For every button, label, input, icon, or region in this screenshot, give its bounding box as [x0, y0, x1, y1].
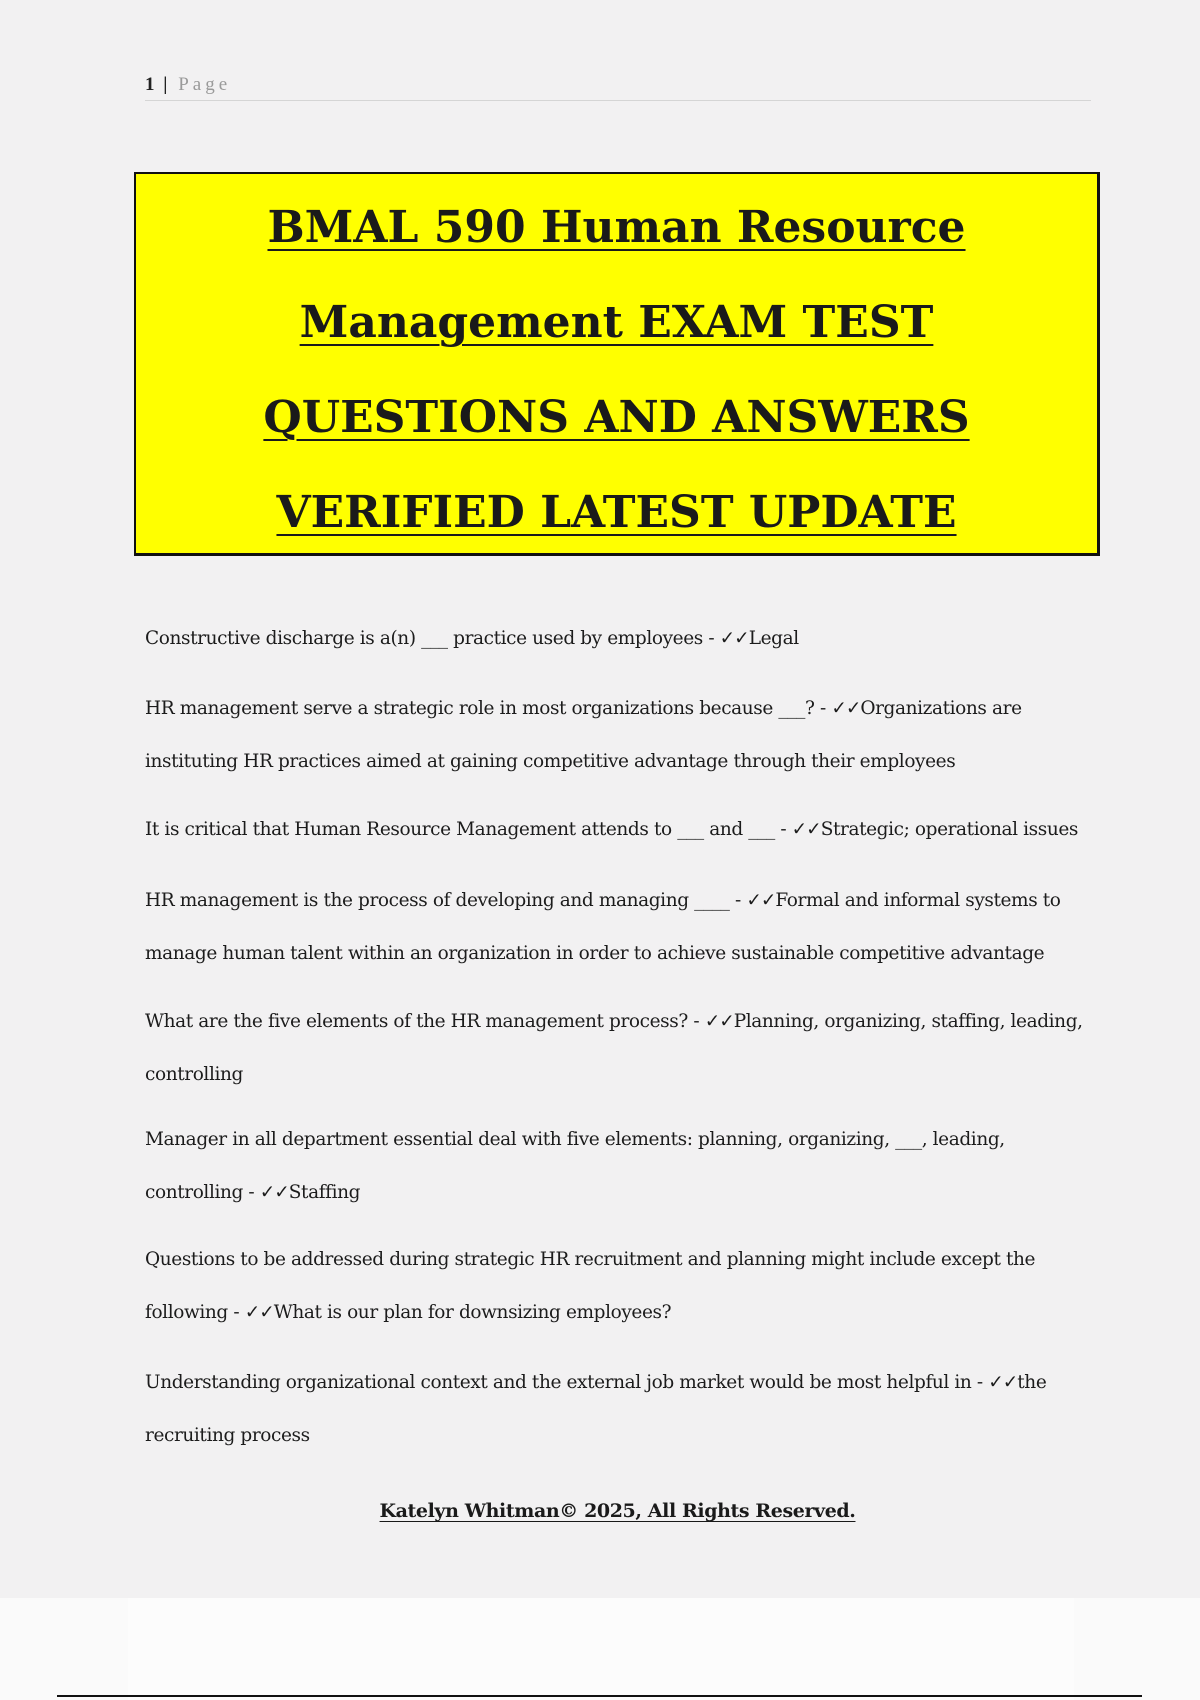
question-text: Understanding organizational context and the external job market would be most helpful in -	[145, 1372, 989, 1393]
answer-text: Organizations are instituting HR practices aimed at gaining competitive advantage through their employees	[145, 698, 1022, 772]
answer-text: Formal and informal systems to manage human talent within an organization in order to achieve sustainable competitive advantage	[145, 890, 1061, 964]
check-icon: ✓✓	[988, 1372, 1018, 1393]
answer-text: Strategic; operational issues	[820, 819, 1078, 840]
title-line-1: BMAL 590 Human Resource	[267, 202, 966, 253]
answer-text: the recruiting process	[145, 1372, 1047, 1446]
question-text: What are the five elements of the HR management process? -	[145, 1011, 705, 1032]
page-label: Page	[178, 74, 232, 95]
title-line-4: VERIFIED LATEST UPDATE	[276, 487, 957, 538]
page-header	[145, 72, 1091, 101]
question-text: Questions to be addressed during strategic HR recruitment and planning might include except the following -	[145, 1249, 1036, 1323]
answer-text: Planning, organizing, staffing, leading, controlling	[145, 1011, 1083, 1085]
page-separator: |	[163, 74, 168, 95]
copyright-footer	[0, 1500, 1200, 1522]
check-icon: ✓✓	[259, 1182, 289, 1203]
check-icon: ✓✓	[719, 628, 749, 649]
qa-item-2	[145, 682, 1095, 788]
check-icon: ✓✓	[704, 1011, 734, 1032]
qa-item-4	[145, 874, 1095, 980]
question-text: HR management is the process of developing and managing ____ -	[145, 890, 747, 911]
answer-text: Legal	[748, 628, 799, 649]
title-line-2: Management EXAM TEST	[299, 297, 934, 348]
qa-item-6	[145, 1113, 1095, 1219]
qa-item-8	[145, 1356, 1095, 1462]
check-icon: ✓✓	[831, 698, 861, 719]
copyright-text: Katelyn Whitman© 2025, All Rights Reserved.	[379, 1500, 856, 1522]
title-banner	[134, 172, 1100, 556]
question-text: HR management serve a strategic role in most organizations because ___? -	[145, 698, 832, 719]
answer-text: What is our plan for downsizing employees?	[273, 1302, 672, 1323]
qa-item-3	[145, 803, 1095, 856]
check-icon: ✓✓	[244, 1302, 274, 1323]
bottom-divider	[57, 1695, 1142, 1697]
qa-item-7	[145, 1233, 1095, 1339]
next-page-area	[128, 1598, 1074, 1700]
question-text: It is critical that Human Resource Management attends to ___ and ___ -	[145, 819, 792, 840]
question-text: Constructive discharge is a(n) ___ practice used by employees -	[145, 628, 720, 649]
qa-item-5	[145, 995, 1095, 1101]
check-icon: ✓✓	[746, 890, 776, 911]
answer-text: Staffing	[288, 1182, 361, 1203]
page-number: 1	[145, 74, 155, 95]
question-text: Manager in all department essential deal with five elements: planning, organizing, ___, leading, controlling -	[145, 1129, 1005, 1203]
page-gap	[0, 1598, 1200, 1700]
title-line-3: QUESTIONS AND ANSWERS	[263, 392, 970, 443]
check-icon: ✓✓	[791, 819, 821, 840]
qa-item-1	[145, 612, 1095, 665]
